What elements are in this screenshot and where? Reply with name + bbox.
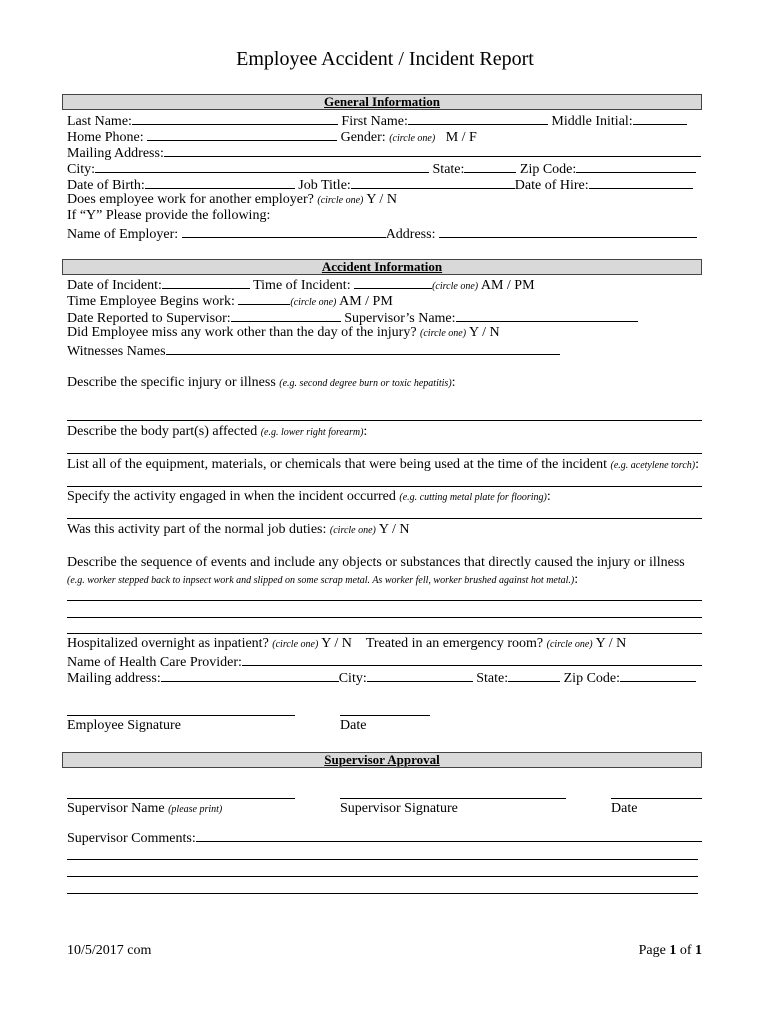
- employer-name-label: Name of Employer:: [67, 227, 179, 242]
- normal-options[interactable]: Y / N: [378, 522, 410, 537]
- page-current: 1: [669, 943, 677, 958]
- dob-label: Date of Birth:: [67, 178, 145, 193]
- hosp-options[interactable]: Y / N: [321, 636, 352, 651]
- provider-city-label: City:: [338, 671, 367, 686]
- supervisor-comments-label: Supervisor Comments:: [67, 831, 196, 846]
- mailing-address-field[interactable]: [164, 144, 701, 157]
- comments-line-1[interactable]: [67, 859, 698, 860]
- provider-state-label: State:: [476, 671, 509, 686]
- date-incident-label: Date of Incident:: [67, 278, 162, 293]
- miss-options[interactable]: Y / N: [469, 325, 500, 340]
- employer-name-field[interactable]: [182, 225, 386, 238]
- employee-signature-label: Employee Signature: [67, 718, 181, 733]
- sequence-line-3[interactable]: [67, 633, 702, 634]
- last-name-field[interactable]: [132, 112, 338, 125]
- gender-hint: (circle one): [389, 133, 436, 144]
- gender-label: Gender:: [340, 130, 386, 145]
- equipment-hint: (e.g. acetylene torch): [610, 460, 696, 471]
- hosp-hint: (circle one): [272, 639, 319, 650]
- another-employer-row: [67, 192, 397, 209]
- date-reported-field[interactable]: [231, 309, 341, 322]
- witnesses-row: [67, 342, 560, 360]
- employer-row: [67, 225, 697, 243]
- city-label: City:: [67, 162, 96, 177]
- page-prefix: Page: [638, 943, 670, 958]
- miss-work-label: Did Employee miss any work other than the day of the injury?: [67, 325, 417, 340]
- home-phone-field[interactable]: [147, 128, 337, 141]
- begins-work-label: Time Employee Begins work:: [67, 294, 235, 309]
- describe-injury-label: Describe the specific injury or illness: [67, 375, 276, 390]
- activity-label: Specify the activity engaged in when the incident occurred: [67, 489, 396, 504]
- middle-initial-label: Middle Initial:: [551, 114, 633, 129]
- comments-line-3[interactable]: [67, 893, 698, 894]
- provider-zip-label: Zip Code:: [563, 671, 621, 686]
- date-of-hire-label: Date of Hire:: [514, 178, 589, 193]
- page-total: 1: [695, 943, 702, 958]
- another-employer-label: Does employee work for another employer?: [67, 192, 314, 207]
- zip-label: Zip Code:: [519, 162, 577, 177]
- sequence-hint-row: (e.g. worker stepped back to inpsect work and slipped on some scrap metal. As worker fell, worker brushed against hot metal.):: [67, 572, 579, 587]
- home-phone-label: Home Phone:: [67, 130, 144, 145]
- another-employer-hint: (circle one): [317, 195, 364, 206]
- mailing-address-label: Mailing Address:: [67, 146, 164, 161]
- hospitalized-row: [67, 636, 626, 653]
- equipment-row: List all of the equipment, materials, or chemicals that were being used at the time of the incident (e.g. acetylene torch):: [67, 457, 699, 472]
- accident-information-header: Accident Information: [62, 259, 702, 275]
- state-field[interactable]: [464, 160, 516, 173]
- first-name-field[interactable]: [408, 112, 548, 125]
- sequence-label: Describe the sequence of events and include any objects or substances that directly caused the injury or illness: [67, 555, 685, 570]
- supervisor-signature-caption: Supervisor Signature: [340, 801, 458, 816]
- er-options[interactable]: Y / N: [595, 636, 627, 651]
- supervisor-name-row: [67, 801, 222, 818]
- employee-signature-line[interactable]: [67, 715, 295, 716]
- activity-hint: (e.g. cutting metal plate for flooring): [399, 492, 547, 503]
- time-hint: (circle one): [432, 281, 479, 292]
- normal-duties-row: [67, 522, 409, 539]
- supervisor-name-caption: Supervisor Name: [67, 801, 165, 816]
- normal-duties-label: Was this activity part of the normal job duties:: [67, 522, 327, 537]
- footer-date: 10/5/2017 com: [67, 943, 152, 958]
- city-field[interactable]: [95, 160, 429, 173]
- page-title: Employee Accident / Incident Report: [236, 48, 534, 70]
- witnesses-label: Witnesses Names: [67, 344, 166, 359]
- activity-row: Specify the activity engaged in when the incident occurred (e.g. cutting metal plate for flooring):: [67, 489, 551, 504]
- provider-state-field[interactable]: [508, 669, 560, 682]
- sequence-line-1[interactable]: [67, 600, 702, 601]
- begins-ampm[interactable]: AM / PM: [339, 294, 393, 309]
- provider-mailing-field[interactable]: [161, 669, 339, 682]
- employee-date-line[interactable]: [340, 715, 430, 716]
- provider-city-field[interactable]: [367, 669, 473, 682]
- date-incident-field[interactable]: [162, 276, 250, 289]
- supervisor-name-line[interactable]: [67, 798, 295, 799]
- describe-injury-line[interactable]: [67, 420, 702, 421]
- last-name-label: Last Name:: [67, 114, 132, 129]
- provider-zip-field[interactable]: [620, 669, 696, 682]
- equipment-label: List all of the equipment, materials, or chemicals that were being used at the time of the incident: [67, 457, 607, 472]
- employer-address-field[interactable]: [439, 225, 697, 238]
- sequence-hint: (e.g. worker stepped back to inpsect work and slipped on some scrap metal. As worker fell, worker brushed against hot metal.): [67, 575, 575, 586]
- sequence-line-2[interactable]: [67, 617, 702, 618]
- supervisor-comments-row: [67, 829, 702, 847]
- supervisor-date-caption: Date: [611, 801, 638, 816]
- comments-line-2[interactable]: [67, 876, 698, 877]
- describe-injury-row: Describe the specific injury or illness (e.g. second degree burn or toxic hepatitis):: [67, 375, 456, 390]
- miss-hint: (circle one): [420, 328, 467, 339]
- supervisor-comments-field[interactable]: [196, 829, 702, 842]
- date-of-hire-field[interactable]: [589, 176, 693, 189]
- first-name-label: First Name:: [341, 114, 408, 129]
- provider-mailing-row: [67, 669, 696, 687]
- miss-work-row: [67, 325, 500, 342]
- equipment-line[interactable]: [67, 486, 702, 487]
- state-label: State:: [432, 162, 465, 177]
- supervisor-name-field[interactable]: [456, 309, 638, 322]
- another-employer-options[interactable]: Y / N: [366, 192, 397, 207]
- body-part-row: Describe the body part(s) affected (e.g. lower right forearm):: [67, 424, 368, 439]
- general-information-header: General Information: [62, 94, 702, 110]
- time-incident-field[interactable]: [354, 276, 432, 289]
- supervisor-name-hint: (please print): [168, 804, 223, 815]
- page-of: of: [676, 943, 695, 958]
- middle-initial-field[interactable]: [633, 112, 687, 125]
- gender-options[interactable]: M / F: [445, 130, 477, 145]
- emergency-label: Treated in an emergency room?: [365, 636, 544, 651]
- time-ampm[interactable]: AM / PM: [480, 278, 535, 293]
- provider-field[interactable]: [242, 653, 702, 666]
- begins-work-field[interactable]: [238, 292, 290, 305]
- dob-field[interactable]: [145, 176, 295, 189]
- if-y-text: If “Y” Please provide the following:: [67, 208, 271, 223]
- zip-field[interactable]: [576, 160, 696, 173]
- employer-address-label: Address:: [385, 227, 436, 242]
- body-part-hint: (e.g. lower right forearm): [260, 427, 364, 438]
- er-hint: (circle one): [546, 639, 593, 650]
- employee-date-label: Date: [340, 718, 367, 733]
- job-title-label: Job Title:: [298, 178, 351, 193]
- body-part-line[interactable]: [67, 453, 702, 454]
- describe-injury-hint: (e.g. second degree burn or toxic hepatitis): [279, 378, 452, 389]
- witnesses-field[interactable]: [166, 342, 560, 355]
- supervisor-name-label: Supervisor’s Name:: [344, 311, 456, 326]
- hospitalized-label: Hospitalized overnight as inpatient?: [67, 636, 269, 651]
- date-reported-label: Date Reported to Supervisor:: [67, 311, 231, 326]
- body-part-label: Describe the body part(s) affected: [67, 424, 258, 439]
- provider-label: Name of Health Care Provider:: [67, 655, 242, 670]
- supervisor-date-line[interactable]: [611, 798, 702, 799]
- supervisor-approval-header: Supervisor Approval: [62, 752, 702, 768]
- normal-hint: (circle one): [329, 525, 376, 536]
- supervisor-signature-line[interactable]: [340, 798, 566, 799]
- begins-hint: (circle one): [290, 297, 337, 308]
- job-title-field[interactable]: [351, 176, 515, 189]
- provider-mailing-label: Mailing address:: [67, 671, 161, 686]
- time-incident-label: Time of Incident:: [253, 278, 351, 293]
- page-number: [639, 943, 702, 959]
- activity-line[interactable]: [67, 518, 702, 519]
